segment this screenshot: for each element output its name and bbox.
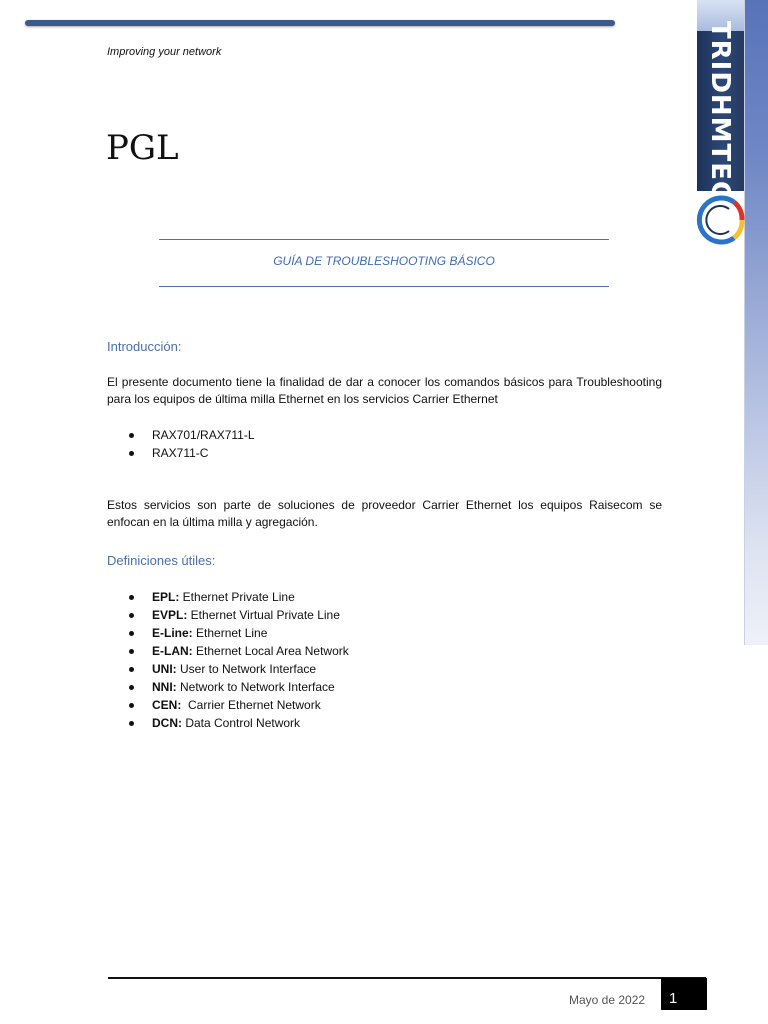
page-number: 1: [669, 990, 678, 1007]
intro-heading: Introducción:: [107, 339, 182, 354]
bullet-icon: [129, 667, 134, 672]
list-item: RAX711-C: [107, 444, 255, 462]
list-item: [107, 696, 349, 714]
definition-term: E-LAN:: [152, 644, 193, 658]
definition-term: CEN:: [152, 698, 182, 712]
subtitle-box: [159, 239, 609, 287]
definition-term: EVPL:: [152, 608, 188, 622]
list-item: [107, 714, 349, 732]
footer-rule: [108, 977, 706, 979]
brand-name: TRIDHMTEC: [705, 20, 735, 202]
document-subtitle: GUÍA DE TROUBLESHOOTING BÁSICO: [273, 254, 495, 268]
list-item: [107, 624, 349, 642]
list-item: [107, 678, 349, 696]
definition-desc: Carrier Ethernet Network: [181, 698, 321, 712]
list-item: RAX701/RAX711-L: [107, 426, 255, 444]
intro-paragraph: El presente documento tiene la finalidad de dar a conocer los comandos básicos para Troubleshooting para los equipos de última milla Ethernet en los servicios Carrier Ethernet: [107, 375, 662, 406]
bullet-icon: [129, 595, 134, 600]
bullet-icon: [129, 649, 134, 654]
ring-logo-icon: [694, 194, 746, 246]
definition-desc: Ethernet Line: [192, 626, 268, 640]
list-item: [107, 606, 349, 624]
intro-paragraph-2: Estos servicios son parte de soluciones de proveedor Carrier Ethernet los equipos Raisecom se enfocan en la última milla y agregación.: [107, 498, 662, 529]
list-item: [107, 642, 349, 660]
side-decorative-band: [744, 0, 768, 645]
definition-desc: Ethernet Virtual Private Line: [187, 608, 340, 622]
list-item: [107, 660, 349, 678]
definition-term: E-Line:: [152, 626, 193, 640]
definitions-heading: Definiciones útiles:: [107, 553, 216, 568]
bullet-icon: [129, 451, 134, 456]
definition-desc: Data Control Network: [182, 716, 301, 730]
definition-desc: User to Network Interface: [176, 662, 317, 676]
device-list: [107, 426, 255, 462]
bullet-icon: [129, 685, 134, 690]
bullet-icon: [129, 433, 134, 438]
definitions-list: [107, 588, 349, 732]
definition-desc: Ethernet Private Line: [179, 590, 295, 604]
header-tagline: Improving your network: [107, 46, 222, 58]
definition-term: NNI:: [152, 680, 177, 694]
definition-desc: Network to Network Interface: [176, 680, 335, 694]
definition-term: UNI:: [152, 662, 177, 676]
document-title: PGL: [106, 128, 179, 168]
definition-term: DCN:: [152, 716, 182, 730]
list-item: [107, 588, 349, 606]
footer-date: Mayo de 2022: [569, 993, 646, 1007]
bullet-icon: [129, 631, 134, 636]
bullet-icon: [129, 721, 134, 726]
header-rule: [25, 20, 615, 26]
bullet-icon: [129, 703, 134, 708]
definition-desc: Ethernet Local Area Network: [192, 644, 349, 658]
bullet-icon: [129, 613, 134, 618]
page-number-box: [661, 978, 707, 1010]
definition-term: EPL:: [152, 590, 180, 604]
